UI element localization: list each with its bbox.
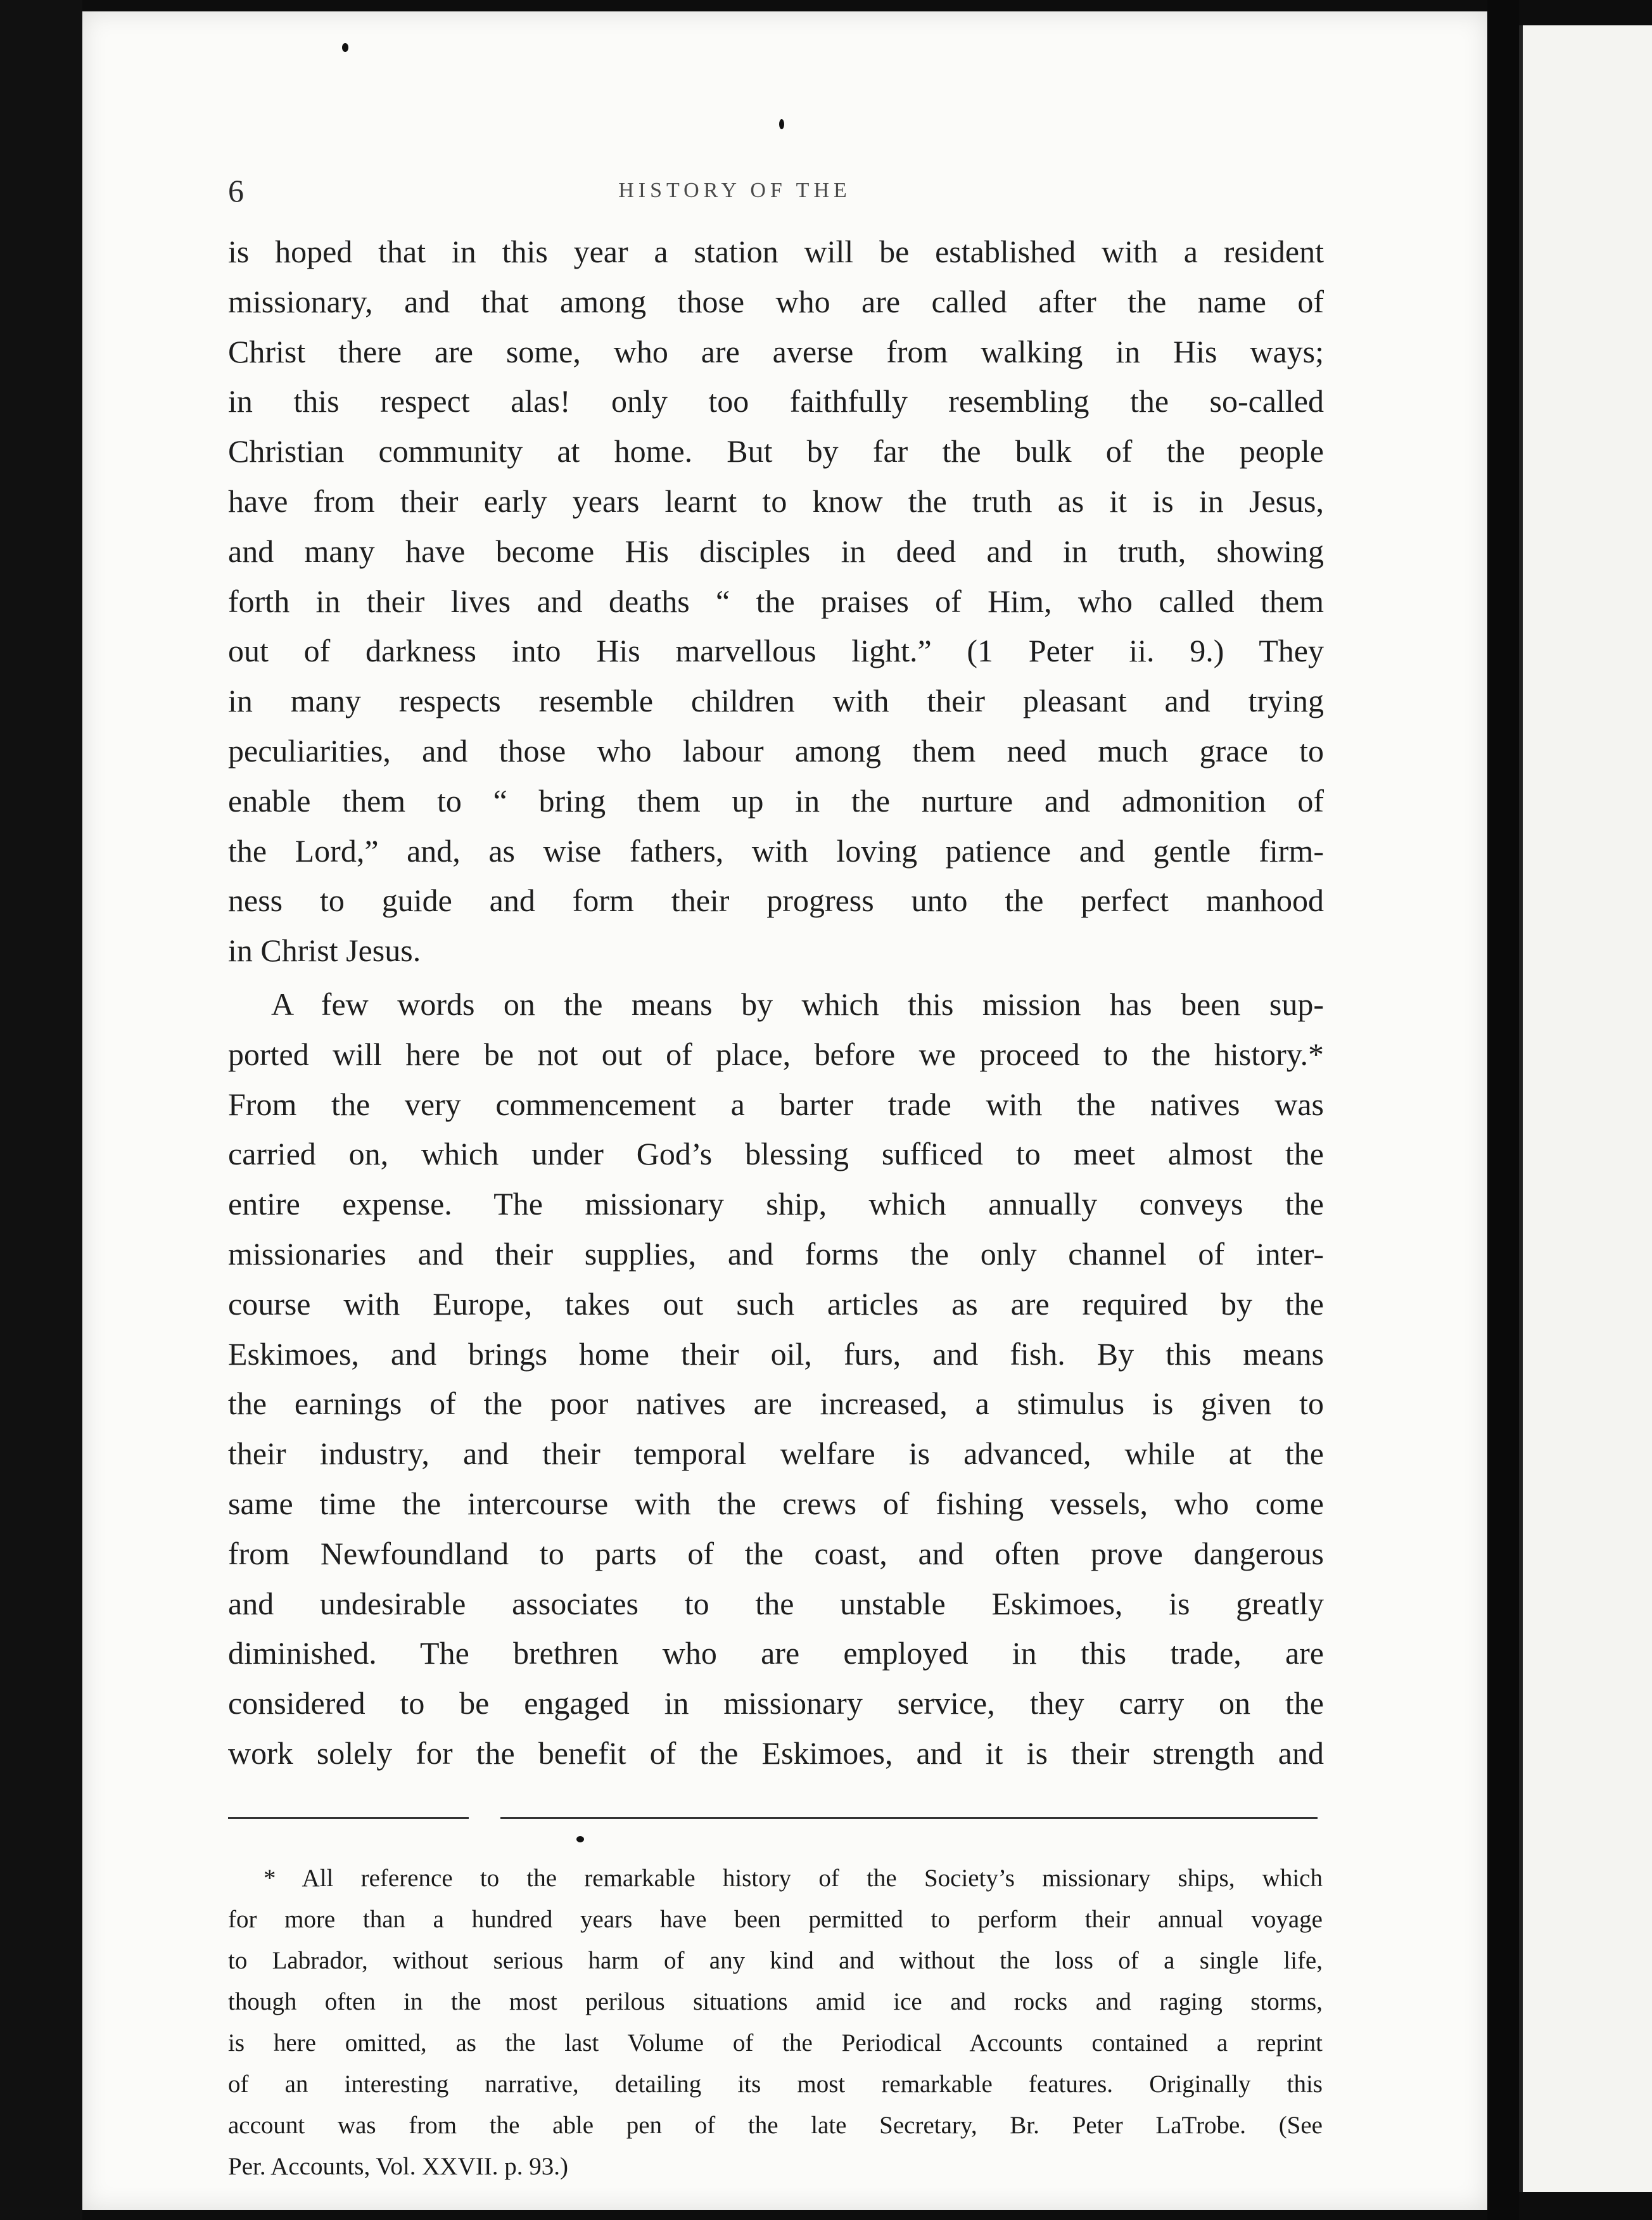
text-line: enable them to “ bring them up in the nurture and admonition of [228,782,1324,819]
text-line: From the very commencement a barter trade with the natives was [228,1086,1324,1122]
binding-gutter [1487,0,1519,2220]
text-line: Christ there are some, who are averse from walking in His ways; [228,333,1324,369]
footnote-line: is here omitted, as the last Volume of the Periodical Accounts contained a reprint [228,2029,1323,2057]
main-text [228,227,1324,1778]
text-line: considered to be engaged in missionary service, they carry on the [228,1685,1324,1721]
ink-speck [779,119,784,129]
page-number: 6 [228,173,244,208]
adjacent-page-edge [1519,25,1652,2192]
footnote-line: Per. Accounts, Vol. XXVII. p. 93.) [228,2153,568,2180]
rule-segment [500,1817,1318,1819]
left-scan-border [0,0,82,2220]
text-line: forth in their lives and deaths “ the praises of Him, who called them [228,583,1324,619]
text-line: in many respects resemble children with their pleasant and trying [228,683,1324,719]
text-line: ported will here be not out of place, before we proceed to the history.* [228,1036,1324,1072]
footnote-line: to Labrador, without serious harm of any kind and without the loss of a single life, [228,1947,1323,1974]
paragraph-1 [228,227,1324,976]
text-line: missionary, and that among those who are called after the name of [228,283,1324,319]
text-line: A few words on the means by which this mission has been sup- [271,986,1324,1022]
footnote-line: for more than a hundred years have been permitted to perform their annual voyage [228,1906,1323,1933]
rule-segment [228,1817,469,1819]
footnote-line: of an interesting narrative, detailing its most remarkable features. Originally this [228,2070,1323,2098]
text-line: have from their early years learnt to know the truth as it is in Jesus, [228,483,1324,519]
text-line: same time the intercourse with the crews of fishing vessels, who come [228,1485,1324,1521]
text-line: in Christ Jesus. [228,933,421,969]
footnote-rule [228,1817,1318,1822]
text-line: Christian community at home. But by far the bulk of the people [228,433,1324,469]
text-line: their industry, and their temporal welfare is advanced, while at the [228,1436,1324,1472]
text-line: course with Europe, takes out such articles as are required by the [228,1285,1324,1322]
ink-speck [342,43,348,52]
page-header [146,172,1324,217]
text-line: peculiarities, and those who labour among them need much grace to [228,732,1324,769]
text-line: the Lord,” and, as wise fathers, with loving patience and gentle firm- [228,832,1324,869]
ink-speck [576,1836,584,1842]
text-line: and many have become His disciples in deed and in truth, showing [228,533,1324,569]
text-line: entire expense. The missionary ship, which annually conveys the [228,1186,1324,1222]
text-line: is hoped that in this year a station will be established with a resident [228,234,1324,269]
footnote-line: account was from the able pen of the late Secretary, Br. Peter LaTrobe. (See [228,2112,1323,2139]
text-line: in this respect alas! only too faithfully resembling the so-called [228,383,1324,419]
text-line: the earnings of the poor natives are increased, a stimulus is given to [228,1386,1324,1422]
footnote-line: * All reference to the remarkable history of the Society’s missionary ships, which [264,1865,1323,1892]
footnote-line: though often in the most perilous situations amid ice and rocks and raging storms, [228,1988,1323,2015]
text-line: from Newfoundland to parts of the coast, and often prove dangerous [228,1535,1324,1571]
running-head: HISTORY OF THE [618,179,851,202]
footnote [228,1858,1323,2187]
text-line: and undesirable associates to the unstable Eskimoes, is greatly [228,1585,1324,1621]
text-line: work solely for the benefit of the Eskimoes, and it is their strength and [228,1735,1324,1771]
text-line: Eskimoes, and brings home their oil, furs, and fish. By this means [228,1336,1324,1372]
text-line: out of darkness into His marvellous light.” (1 Peter ii. 9.) They [228,633,1324,669]
text-line: carried on, which under God’s blessing sufficed to meet almost the [228,1136,1324,1172]
text-line: diminished. The brethren who are employed in this trade, are [228,1635,1324,1671]
paragraph-2 [228,979,1324,1778]
text-line: missionaries and their supplies, and forms the only channel of inter- [228,1235,1324,1272]
text-line: ness to guide and form their progress unto the perfect manhood [228,883,1324,919]
